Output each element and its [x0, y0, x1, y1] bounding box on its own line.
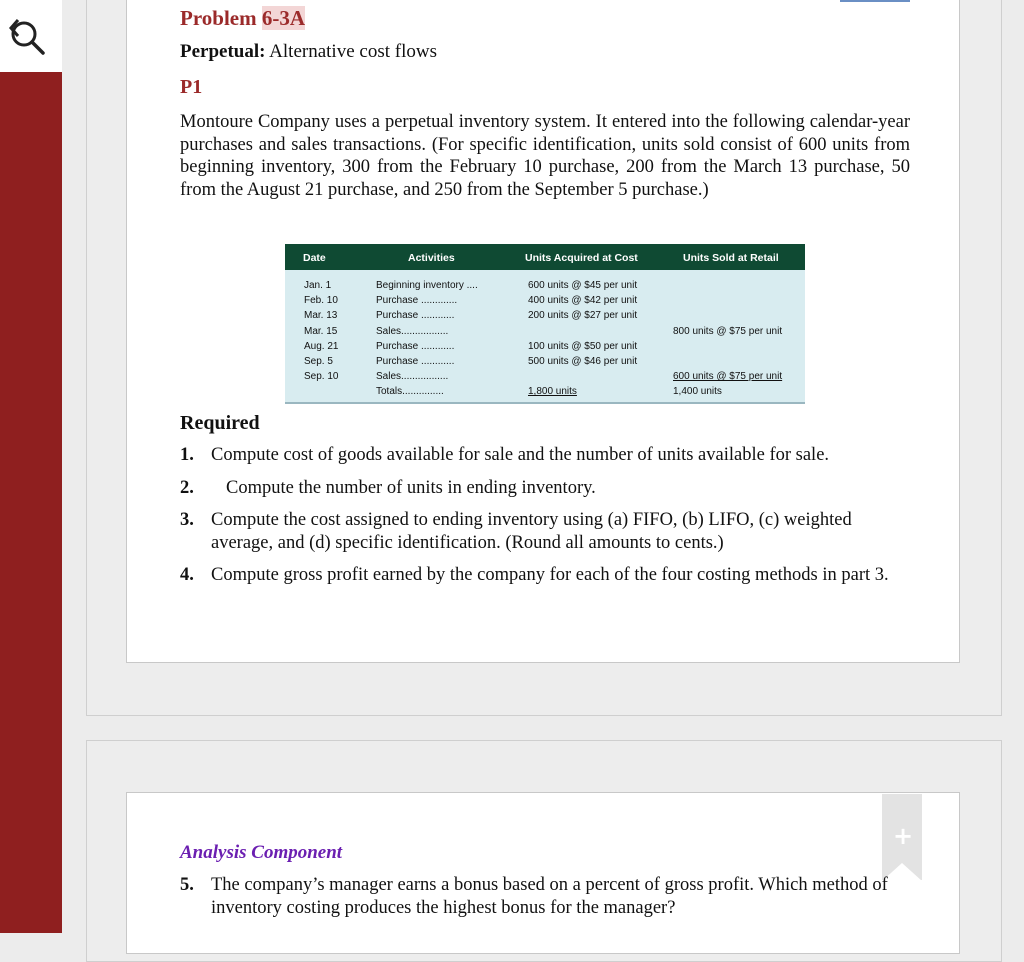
item-text: Compute the number of units in ending inventory.	[226, 478, 596, 498]
item-number: 4.	[180, 565, 194, 585]
item-text: Compute the cost assigned to ending inventory using (a) FIFO, (b) LIFO, (c) weighted average, and (d) specific identification. (Round all amounts to cents.)	[211, 510, 852, 553]
table-cell	[673, 354, 782, 369]
table-cell: 100 units @ $50 per unit	[528, 340, 638, 352]
table-cell: 200 units @ $27 per unit	[528, 310, 638, 322]
table-cell-total: 1,800 units	[528, 386, 577, 398]
table-header	[285, 244, 805, 270]
item-number: 3.	[180, 510, 194, 530]
table-cell: Totals...............	[376, 386, 444, 398]
table-cell: Aug. 21	[304, 340, 339, 352]
table-cell: Beginning inventory ....	[376, 280, 478, 291]
header-acquired: Units Acquired at Cost	[525, 252, 638, 264]
item-text: Compute cost of goods available for sale and the number of units available for sale.	[211, 445, 830, 465]
table-cell: 600 units @ $45 per unit	[528, 280, 638, 291]
chevron-left-icon[interactable]	[8, 18, 20, 38]
plus-icon: +	[893, 822, 914, 850]
table-cell	[673, 293, 782, 308]
table-cell: Feb. 10	[304, 295, 338, 307]
table-cell: Sep. 10	[304, 371, 339, 383]
item-number: 2.	[180, 478, 194, 498]
transactions-table	[285, 244, 805, 404]
table-cell: Sales.................	[376, 371, 449, 383]
table-cell: Jan. 1	[304, 280, 332, 291]
table-cell	[528, 324, 637, 339]
table-cell	[673, 278, 782, 293]
sold-column	[673, 278, 782, 400]
table-cell: 400 units @ $42 per unit	[528, 295, 638, 307]
table-cell	[673, 339, 782, 354]
table-cell: Mar. 15	[304, 325, 338, 337]
table-cell-total: 1,400 units	[673, 386, 722, 398]
add-bookmark-button[interactable]	[882, 794, 922, 880]
table-cell: 600 units @ $75 per unit	[673, 371, 783, 383]
table-cell: Mar. 13	[304, 310, 338, 322]
acquired-column	[528, 278, 637, 400]
table-cell: Sales.................	[376, 325, 449, 337]
problem-subtitle: Perpetual: Alternative cost flows	[180, 41, 437, 62]
activities-column	[376, 278, 478, 400]
date-column	[304, 278, 338, 384]
item-text: The company’s manager earns a bonus based on a percent of gross profit. Which method of inventory costing produces the highest bonus for the manager?	[211, 875, 888, 918]
item-number: 1.	[180, 445, 194, 465]
table-cell: 500 units @ $46 per unit	[528, 355, 638, 367]
table-cell	[528, 369, 637, 384]
table-cell	[673, 308, 782, 323]
analysis-content	[126, 792, 960, 954]
header-sold: Units Sold at Retail	[683, 252, 779, 264]
table-cell: 800 units @ $75 per unit	[673, 325, 783, 337]
search-button[interactable]	[0, 0, 62, 72]
required-heading: Required	[180, 412, 260, 434]
left-sidebar	[0, 0, 62, 933]
header-activities: Activities	[408, 252, 455, 264]
table-cell: Purchase ............	[376, 355, 455, 367]
table-cell: Purchase ............	[376, 340, 455, 352]
problem-title: Problem 6-3A	[180, 6, 306, 30]
learning-objective: P1	[180, 76, 203, 98]
table-cell: Purchase .............	[376, 295, 458, 307]
item-text: Compute gross profit earned by the company for each of the four costing methods in part 3.	[211, 565, 889, 585]
problem-intro: Montoure Company uses a perpetual inventory system. It entered into the following calendar-year purchases and sales transactions. (For specific identification, units sold consist of 600 units from beginning inventory, 300 from the February 10 purchase, 200 from the March 13 purchase, 50 from the August 21 purchase, and 250 from the September 5 purchase.)	[180, 112, 910, 200]
top-accent-line	[840, 0, 910, 2]
table-cell: Sep. 5	[304, 355, 333, 367]
item-number: 5.	[180, 875, 194, 895]
analysis-heading: Analysis Component	[180, 842, 343, 863]
header-date: Date	[303, 252, 326, 264]
table-cell: Purchase ............	[376, 310, 455, 322]
